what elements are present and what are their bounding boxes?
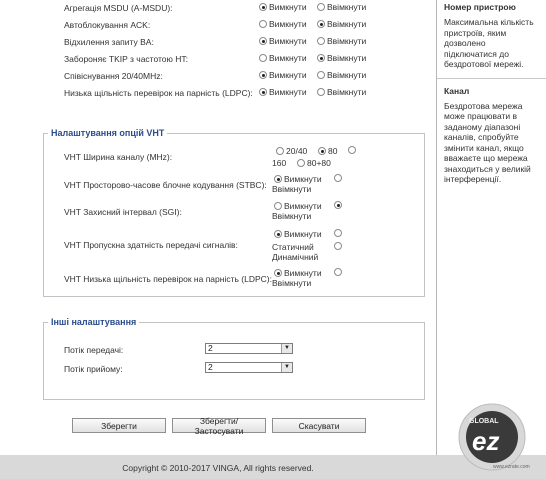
radio-icon[interactable] <box>317 88 325 96</box>
radio-icon[interactable] <box>276 147 284 155</box>
stbc-off-option[interactable]: Вимкнути <box>274 174 322 184</box>
radio-checked-icon[interactable] <box>274 269 282 277</box>
cancel-button[interactable]: Скасувати <box>272 418 366 433</box>
radio-icon[interactable] <box>297 159 305 167</box>
bw-160-radio[interactable] <box>348 146 358 154</box>
bw-signal-static-label: Статичний <box>272 242 314 252</box>
sidebar-divider <box>437 78 546 79</box>
logo-top-text: GLOBAL <box>469 418 499 425</box>
rx-stream-label: Потік прийому: <box>64 364 123 374</box>
channel-text: Бездротова мережа може працювати в заданому діапазоні каналів, спробуйте змінити канал, якщо вважаєте що мережа знаходиться у великій інтерференції. <box>444 100 531 184</box>
logo-main-text: ez <box>472 426 500 456</box>
radio-checked-icon[interactable] <box>274 175 282 183</box>
option-label: Ввімкнути <box>327 53 367 63</box>
radio-icon[interactable] <box>259 20 267 28</box>
radio-checked-icon[interactable] <box>317 54 325 62</box>
save-apply-button[interactable]: Зберегти/Застосувати <box>172 418 266 433</box>
copyright-footer: Copyright © 2010-2017 VINGA, All rights reserved. <box>122 463 314 473</box>
radio-checked-icon[interactable] <box>259 37 267 45</box>
option-label: Ввімкнути <box>327 87 367 97</box>
radio-checked-icon[interactable] <box>274 230 282 238</box>
vht-ldpc-on-radio[interactable] <box>334 268 344 276</box>
bw-20-40-option[interactable]: 20/40 <box>276 146 307 156</box>
watermark-logo-icon <box>452 402 546 472</box>
vht-bandwidth-label: VHT Ширина каналу (MHz): <box>64 152 173 162</box>
vht-ldpc-label: VHT Низька щільність перевірок на парність (LDPC): <box>64 274 272 284</box>
help-sidebar <box>437 0 546 455</box>
row-label: Агрегація MSDU (A-MSDU): <box>64 3 173 13</box>
enable-option[interactable] <box>317 87 366 97</box>
device-count-title: Номер пристрою <box>444 2 516 12</box>
disable-option[interactable] <box>259 19 307 29</box>
bw-signal-static-radio[interactable] <box>334 229 344 237</box>
disable-option[interactable] <box>259 36 307 46</box>
option-label: Вимкнути <box>269 87 307 97</box>
enable-option[interactable] <box>317 53 366 63</box>
enable-option[interactable] <box>317 70 366 80</box>
disable-option[interactable] <box>259 70 307 80</box>
bw-80-80-option[interactable]: 80+80 <box>297 158 331 168</box>
radio-icon[interactable] <box>317 3 325 11</box>
sgi-off-option[interactable]: Вимкнути <box>274 201 322 211</box>
option-label: Ввімкнути <box>327 19 367 29</box>
row-label: Забороняє TKIP з частотою HT: <box>64 54 189 64</box>
option-label: Ввімкнути <box>327 36 367 46</box>
vht-ldpc-off-option[interactable]: Вимкнути <box>274 268 322 278</box>
tx-stream-label: Потік передачі: <box>64 345 124 355</box>
disable-option[interactable] <box>259 53 307 63</box>
chevron-down-icon[interactable]: ▼ <box>281 344 292 353</box>
chevron-down-icon[interactable]: ▼ <box>281 363 292 372</box>
bw-80-option[interactable]: 80 <box>318 146 337 156</box>
radio-icon[interactable] <box>317 71 325 79</box>
radio-icon[interactable] <box>334 242 342 250</box>
other-legend: Інші налаштування <box>48 317 139 327</box>
option-label: Ввімкнути <box>327 2 367 12</box>
radio-checked-icon[interactable] <box>259 3 267 11</box>
radio-checked-icon[interactable] <box>317 20 325 28</box>
rx-stream-select[interactable]: 2 ▼ <box>205 362 293 373</box>
bw-signal-dynamic-label: Динамічний <box>272 252 319 262</box>
stbc-on-radio[interactable] <box>334 174 344 182</box>
logo-url-text: www.ezrate.com <box>493 464 530 470</box>
row-label: Співіснування 20/40MHz: <box>64 71 163 81</box>
vht-bw-signal-label: VHT Пропускна здатність передачі сигналів: <box>64 240 238 250</box>
device-count-text: Максимальна кількість пристроїв, яким дозволено підключатися до бездротової мережі. <box>444 17 534 69</box>
save-button[interactable]: Зберегти <box>72 418 166 433</box>
radio-checked-icon[interactable] <box>259 71 267 79</box>
radio-icon[interactable] <box>259 54 267 62</box>
bw-signal-dynamic-radio[interactable] <box>334 242 344 250</box>
row-label: Автоблокування ACK: <box>64 20 151 30</box>
option-label: Ввімкнути <box>327 70 367 80</box>
radio-icon[interactable] <box>317 37 325 45</box>
tx-stream-select[interactable]: 2 ▼ <box>205 343 293 354</box>
radio-icon[interactable] <box>334 229 342 237</box>
other-fieldset <box>43 322 425 400</box>
disable-option[interactable] <box>259 2 307 12</box>
sgi-on-radio[interactable] <box>334 201 344 209</box>
radio-checked-icon[interactable] <box>259 88 267 96</box>
disable-option[interactable] <box>259 87 307 97</box>
option-label: Вимкнути <box>269 19 307 29</box>
row-label: Відхилення запиту BA: <box>64 37 154 47</box>
enable-option[interactable] <box>317 19 366 29</box>
radio-icon[interactable] <box>334 174 342 182</box>
vht-ldpc-on-label: Ввімкнути <box>272 278 312 288</box>
vht-sgi-label: VHT Захисний інтервал (SGI): <box>64 207 182 217</box>
radio-icon[interactable] <box>274 202 282 210</box>
vht-stbc-label: VHT Просторово-часове блочне кодування (STBC): <box>64 180 267 190</box>
radio-checked-icon[interactable] <box>334 201 342 209</box>
sgi-on-label: Ввімкнути <box>272 211 312 221</box>
option-label: Вимкнути <box>269 70 307 80</box>
row-label: Низька щільність перевірок на парність (LDPC): <box>64 88 253 98</box>
bw-signal-off-option[interactable]: Вимкнути <box>274 229 322 239</box>
radio-icon[interactable] <box>348 146 356 154</box>
option-label: Вимкнути <box>269 2 307 12</box>
enable-option[interactable] <box>317 2 366 12</box>
option-label: Вимкнути <box>269 53 307 63</box>
radio-checked-icon[interactable] <box>318 147 326 155</box>
stbc-on-label: Ввімкнути <box>272 184 312 194</box>
channel-title: Канал <box>444 85 470 96</box>
option-label: Вимкнути <box>269 36 307 46</box>
radio-icon[interactable] <box>334 268 342 276</box>
bw-160-label: 160 <box>272 158 287 168</box>
vht-legend: Налаштування опцій VHT <box>48 128 167 138</box>
enable-option[interactable] <box>317 36 366 46</box>
